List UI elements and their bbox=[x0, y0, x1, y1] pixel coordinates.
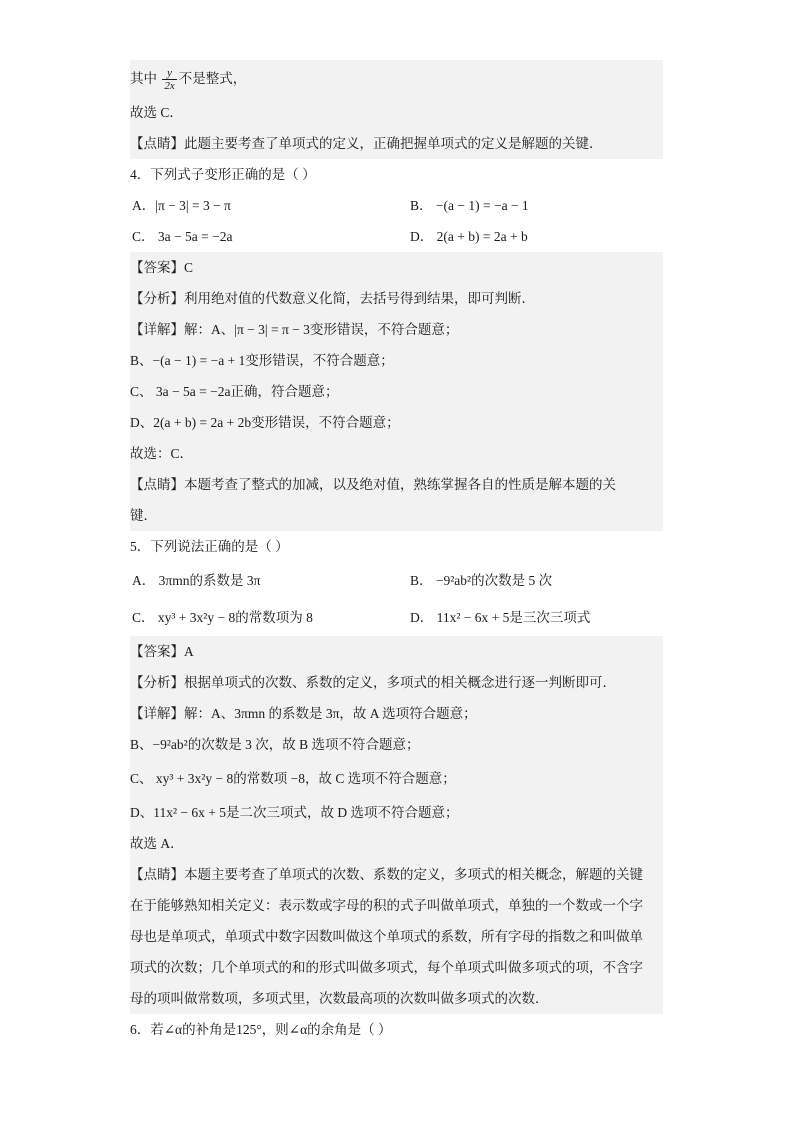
question-title: 6．若∠α的补角是125°，则∠α的余角是（ ） bbox=[130, 1022, 392, 1037]
option-row bbox=[130, 599, 663, 636]
fraction-denominator: 2x bbox=[164, 80, 175, 93]
detail-line: 【详解】解：A、3πmn 的系数是 3π，故 A 选项符合题意； bbox=[130, 698, 663, 729]
detail-line: C、 xy³ + 3x²y − 8的常数项 −8，故 C 选项不符合题意； bbox=[130, 760, 663, 797]
analysis-line: 【分析】根据单项式的次数、系数的定义，多项式的相关概念进行逐一判断即可． bbox=[130, 667, 663, 698]
detail-line: C、 3a − 5a = −2a正确，符合题意； bbox=[130, 376, 663, 407]
comment-line: 母也是单项式，单项式中数字因数叫做这个单项式的系数，所有字母的指数之和叫做单 bbox=[130, 921, 663, 952]
text-segment: 不是整式， bbox=[178, 71, 247, 86]
choice-line: 故选：C． bbox=[130, 438, 663, 469]
fraction-numerator: y bbox=[162, 67, 176, 80]
detail-line: D、2(a + b) = 2a + 2b变形错误，不符合题意； bbox=[130, 407, 663, 438]
option-row bbox=[130, 221, 663, 252]
detail-line: 【详解】解：A、|π − 3| = π − 3变形错误，不符合题意； bbox=[130, 314, 663, 345]
text-line bbox=[130, 60, 663, 97]
detail-line: D、11x² − 6x + 5是二次三项式，故 D 选项不符合题意； bbox=[130, 797, 663, 828]
option-row bbox=[130, 562, 663, 599]
option-d: D． 2(a + b) = 2a + b bbox=[410, 229, 528, 244]
answer-line: 【答案】C bbox=[130, 252, 663, 283]
option-d: D． 11x² − 6x + 5是三次三项式 bbox=[410, 610, 591, 625]
option-b: B． −(a − 1) = −a − 1 bbox=[410, 198, 529, 213]
option-b: B． −9²ab²的次数是 5 次 bbox=[410, 573, 553, 588]
choice-line: 故选 A． bbox=[130, 828, 663, 859]
text-segment: 其中 bbox=[130, 71, 161, 86]
comment-line: 在于能够熟知相关定义：表示数或字母的积的式子叫做单项式，单独的一个数或一个字 bbox=[130, 890, 663, 921]
option-c: C． xy³ + 3x²y − 8的常数项为 8 bbox=[132, 610, 313, 625]
option-a: A． 3πmn的系数是 3π bbox=[132, 573, 261, 588]
option-c: C． 3a − 5a = −2a bbox=[132, 229, 233, 244]
answer-line: 【答案】A bbox=[130, 636, 663, 667]
analysis-line: 【分析】利用绝对值的代数意义化简，去括号得到结果，即可判断． bbox=[130, 283, 663, 314]
detail-line: B、−9²ab²的次数是 3 次，故 B 选项不符合题意； bbox=[130, 729, 663, 760]
text-line: 【点睛】此题主要考查了单项式的定义，正确把握单项式的定义是解题的关键． bbox=[130, 128, 663, 159]
option-a: A．|π − 3| = 3 − π bbox=[132, 198, 231, 213]
document-page bbox=[130, 60, 663, 1045]
detail-line: B、−(a − 1) = −a + 1变形错误，不符合题意； bbox=[130, 345, 663, 376]
text-line: 故选 C． bbox=[130, 97, 663, 128]
comment-line: 键． bbox=[130, 500, 663, 531]
fraction bbox=[162, 67, 176, 92]
question-title: 4．下列式子变形正确的是（ ） bbox=[130, 167, 316, 182]
question-title: 5．下列说法正确的是（ ） bbox=[130, 539, 289, 554]
comment-line: 【点睛】本题考查了整式的加减，以及绝对值，熟练掌握各自的性质是解本题的关 bbox=[130, 469, 663, 500]
comment-line: 项式的次数；几个单项式的和的形式叫做多项式，每个单项式叫做多项式的项，不含字 bbox=[130, 952, 663, 983]
option-row bbox=[130, 190, 663, 221]
comment-line: 母的项叫做常数项，多项式里，次数最高项的次数叫做多项式的次数． bbox=[130, 983, 663, 1014]
comment-line: 【点睛】本题主要考查了单项式的次数、系数的定义，多项式的相关概念，解题的关键 bbox=[130, 859, 663, 890]
